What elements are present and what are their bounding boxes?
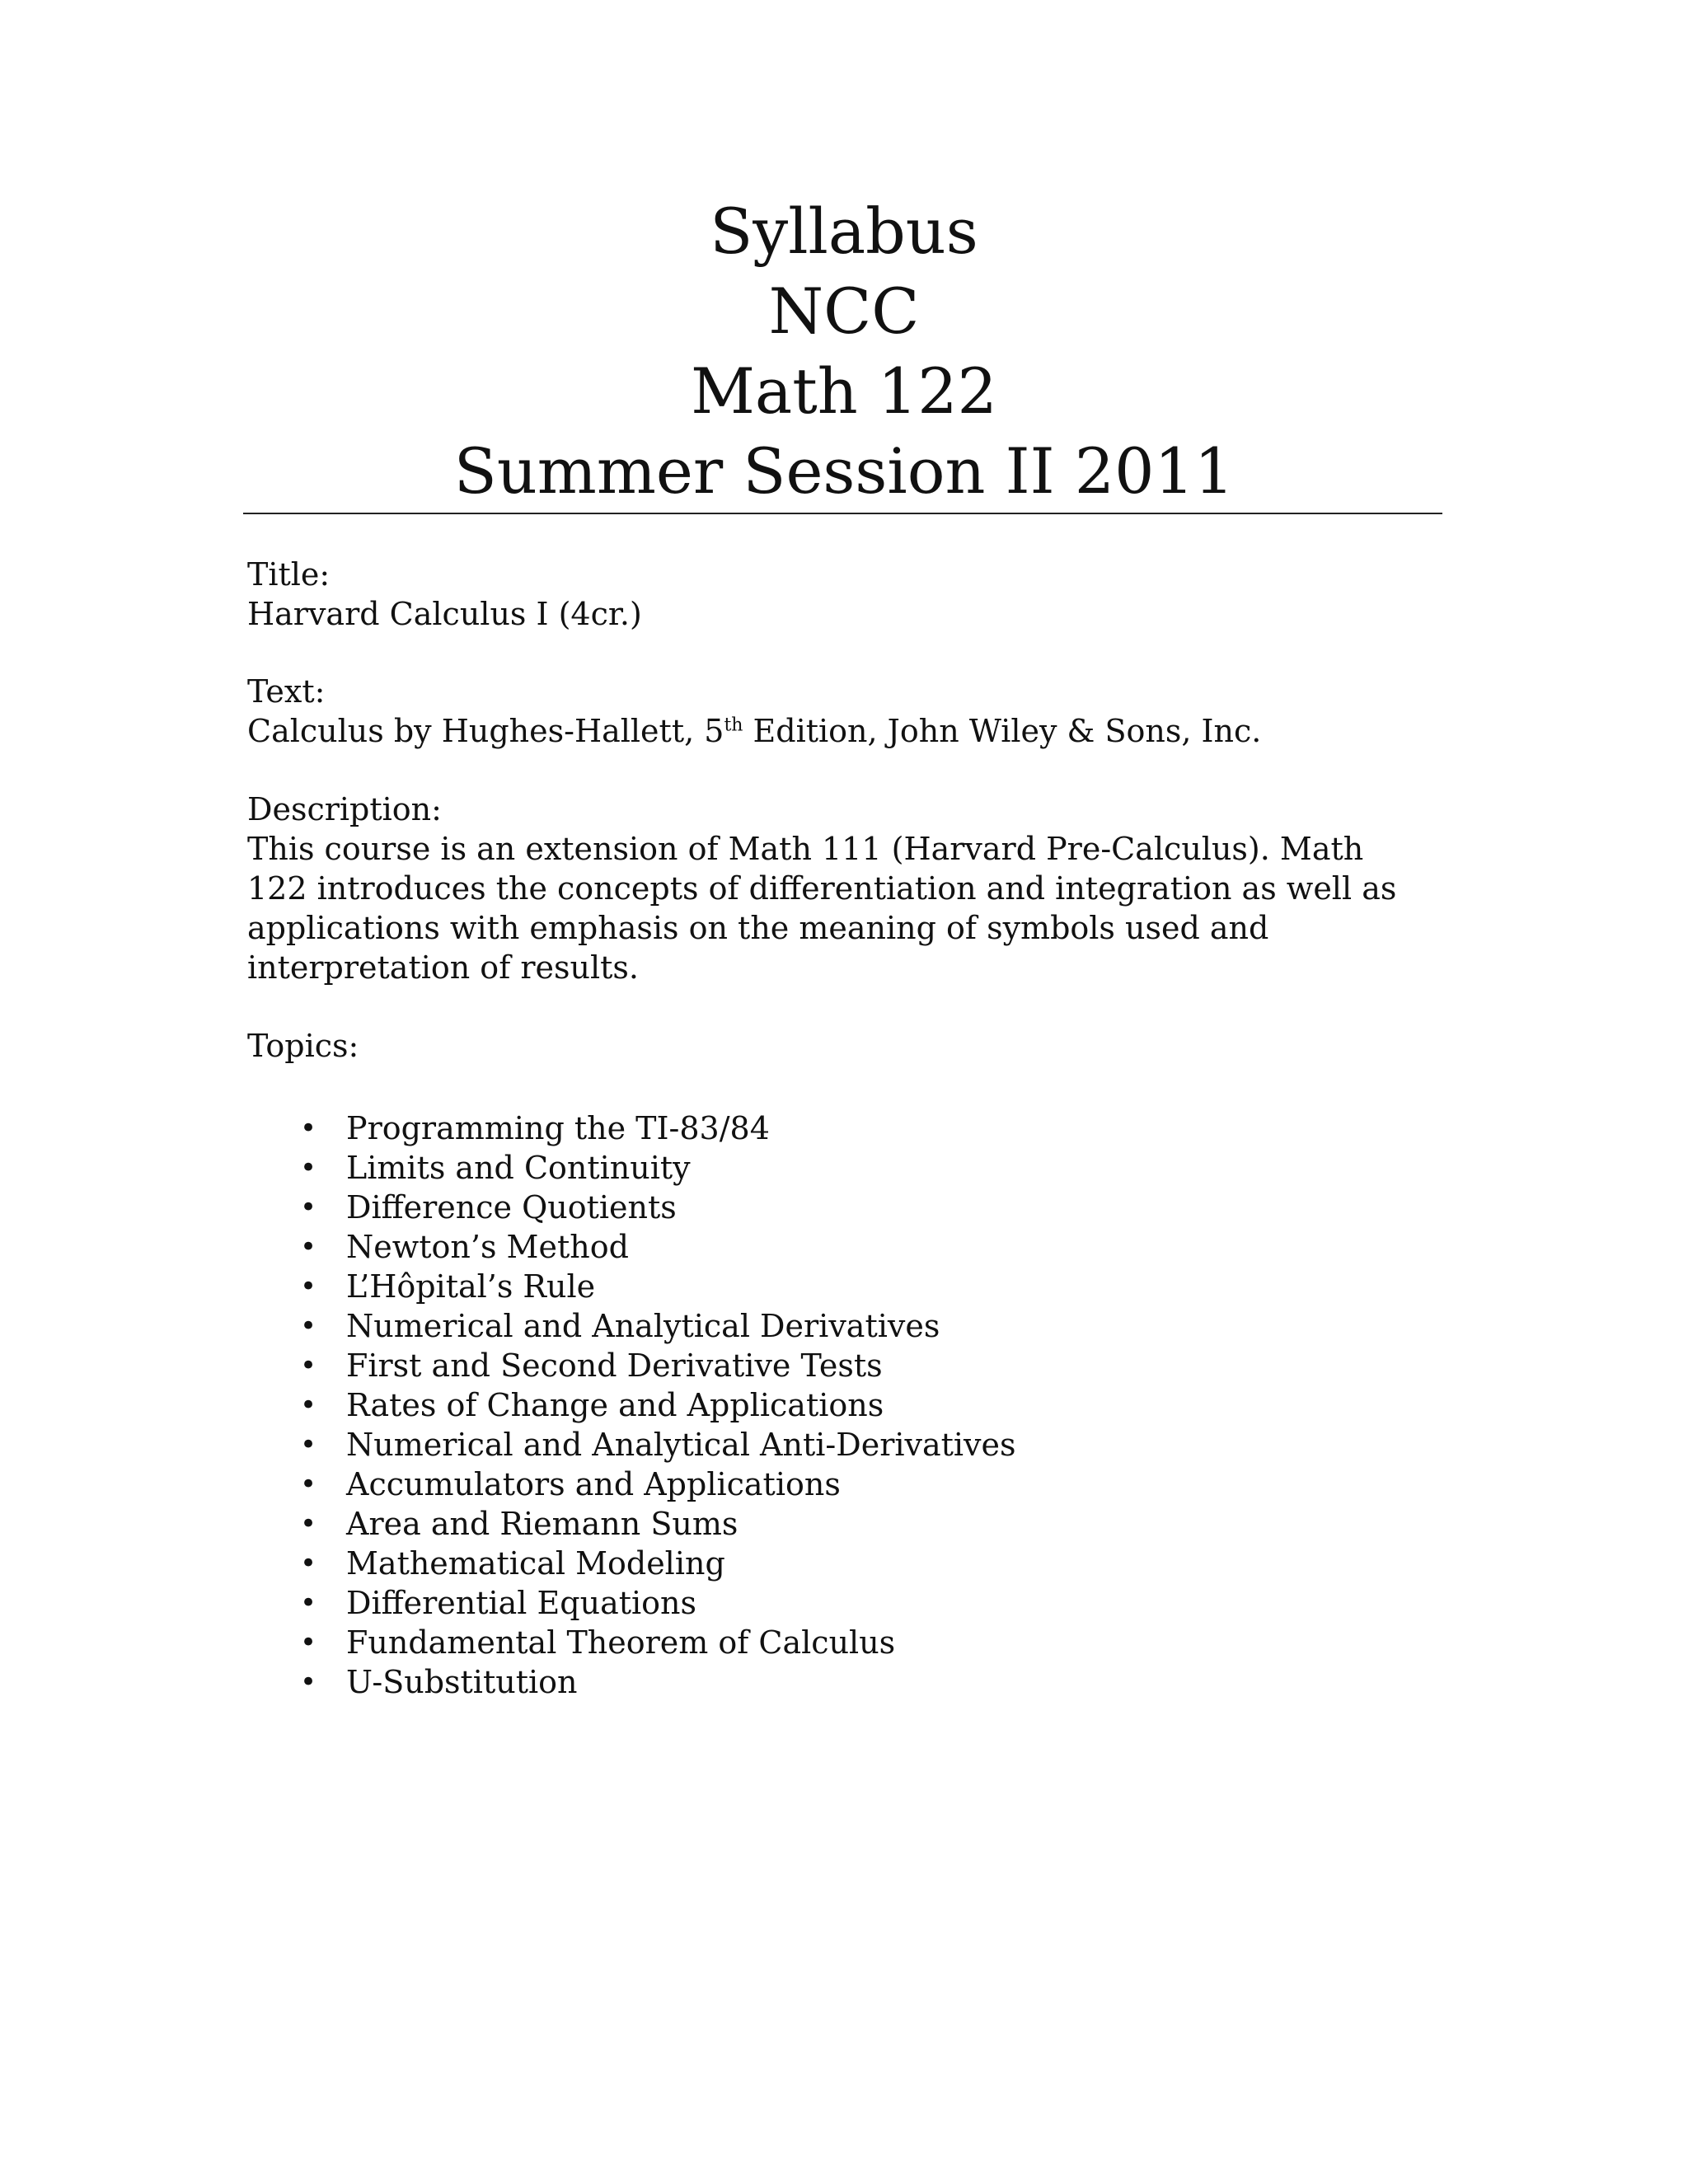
bullet-icon: • — [300, 1626, 317, 1659]
topic-item — [247, 1544, 1016, 1583]
topic-item — [247, 1267, 1016, 1306]
bullet-icon: • — [300, 1547, 317, 1580]
header-line-syllabus: Syllabus — [710, 194, 978, 268]
topic-item — [247, 1465, 1016, 1504]
text-value-main: Calculus by Hughes-Hallett, 5 — [247, 713, 724, 749]
topic-item — [247, 1583, 1016, 1623]
bullet-icon: • — [300, 1112, 317, 1145]
description-value: This course is an extension of Math 111 (Harvard Pre-Calculus). Math 122 introduces the concepts of differentiation and integration as well as applications with emphasis on the meaning of symbols used and interpretation of results. — [247, 831, 1397, 986]
bullet-icon: • — [300, 1230, 317, 1263]
topic-text: Newton’s Method — [346, 1229, 629, 1265]
topic-item — [247, 1227, 1016, 1267]
topics-list — [247, 1108, 1016, 1702]
edition-superscript: th — [724, 715, 743, 736]
topic-item — [247, 1425, 1016, 1465]
header-divider — [243, 513, 1442, 514]
bullet-icon: • — [300, 1191, 317, 1224]
topic-text: L’Hôpital’s Rule — [346, 1268, 596, 1305]
topic-item — [247, 1188, 1016, 1227]
topic-text: Accumulators and Applications — [346, 1466, 841, 1502]
title-value: Harvard Calculus I (4cr.) — [247, 596, 642, 632]
topic-text: Mathematical Modeling — [346, 1545, 725, 1582]
topic-item — [247, 1385, 1016, 1425]
bullet-icon: • — [300, 1389, 317, 1422]
text-value — [247, 711, 1261, 751]
bullet-icon: • — [300, 1428, 317, 1461]
title-label: Title: — [247, 556, 331, 593]
topics-label: Topics: — [247, 1028, 359, 1064]
bullet-icon: • — [300, 1666, 317, 1699]
topic-text: Numerical and Analytical Anti-Derivatives — [346, 1427, 1016, 1463]
bullet-icon: • — [300, 1151, 317, 1184]
bullet-icon: • — [300, 1586, 317, 1619]
bullet-icon: • — [300, 1349, 317, 1382]
topic-text: Numerical and Analytical Derivatives — [346, 1308, 940, 1344]
topic-item — [247, 1346, 1016, 1385]
description-label: Description: — [247, 791, 442, 827]
topic-text: U-Substitution — [346, 1664, 578, 1700]
topic-text: Fundamental Theorem of Calculus — [346, 1624, 896, 1661]
bullet-icon: • — [300, 1468, 317, 1501]
topic-text: First and Second Derivative Tests — [346, 1347, 883, 1384]
header-line-institution: NCC — [768, 274, 920, 348]
topic-item — [247, 1504, 1016, 1544]
text-label: Text: — [247, 673, 326, 710]
topic-text: Differential Equations — [346, 1585, 697, 1621]
bullet-icon: • — [300, 1310, 317, 1343]
topic-item — [247, 1148, 1016, 1188]
document-header — [0, 191, 1688, 511]
topic-item — [247, 1623, 1016, 1662]
bullet-icon: • — [300, 1270, 317, 1303]
header-line-session: Summer Session II 2011 — [453, 434, 1235, 508]
topic-text: Limits and Continuity — [346, 1150, 691, 1186]
header-line-course: Math 122 — [691, 354, 997, 428]
topic-text: Area and Riemann Sums — [346, 1506, 738, 1542]
topic-text: Difference Quotients — [346, 1189, 677, 1226]
topic-text: Programming the TI-83/84 — [346, 1110, 770, 1146]
topic-item — [247, 1108, 1016, 1148]
topic-item — [247, 1662, 1016, 1702]
topic-text: Rates of Change and Applications — [346, 1387, 884, 1423]
text-value-rest: Edition, John Wiley & Sons, Inc. — [743, 713, 1262, 749]
bullet-icon: • — [300, 1507, 317, 1540]
topic-item — [247, 1306, 1016, 1346]
